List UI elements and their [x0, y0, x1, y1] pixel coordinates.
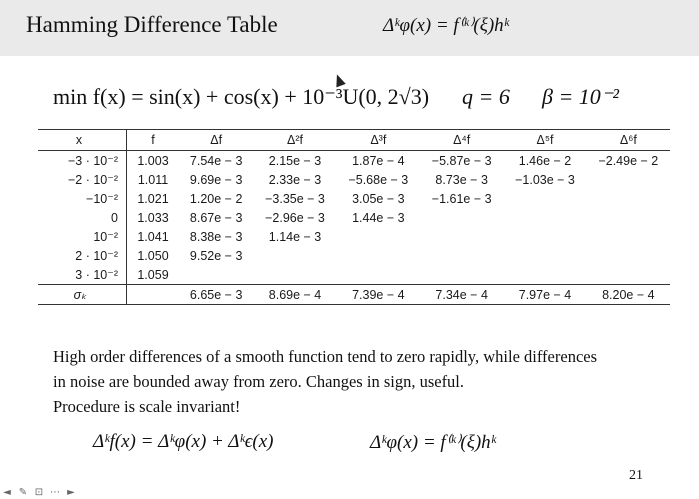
grid-icon[interactable]: ⊡: [34, 487, 44, 498]
menu-icon[interactable]: ⋯: [50, 487, 60, 498]
table-header-row: [38, 130, 670, 151]
cell: −2.49e − 2: [598, 153, 659, 168]
cell: −3.35e − 3: [265, 191, 325, 206]
cell: [587, 170, 670, 189]
cell: 1.059: [137, 267, 169, 282]
cell: 7.54e − 3: [189, 153, 243, 168]
cell: −2.96e − 3: [265, 210, 325, 225]
cell: −5.87e − 3: [431, 153, 492, 168]
cell: 7.34e − 4: [435, 287, 488, 302]
cell: [420, 265, 503, 285]
cell: [503, 208, 586, 227]
page-number: 21: [629, 468, 643, 483]
cell: 10⁻²: [38, 227, 127, 246]
cell: 1.033: [137, 210, 169, 225]
cell: 1.14e − 3: [268, 229, 322, 244]
slide-title: Hamming Difference Table: [26, 12, 278, 37]
cell: 1.003: [137, 153, 169, 168]
cell: [503, 189, 586, 208]
cell: 9.69e − 3: [189, 172, 243, 187]
bottom-left-formula: Δᵏf(x) = Δᵏφ(x) + Δᵏϵ(x): [93, 431, 274, 452]
cell: 2.33e − 3: [268, 172, 322, 187]
cell: [587, 208, 670, 227]
difference-table: [38, 129, 670, 305]
previous-icon[interactable]: ◄: [3, 487, 11, 498]
header-d4: Δ⁴f: [453, 133, 471, 147]
cell: [337, 246, 420, 265]
cell: [587, 227, 670, 246]
cell: 7.97e − 4: [518, 287, 572, 302]
cell: [337, 227, 420, 246]
text-line: Procedure is scale invariant!: [53, 397, 241, 416]
cell: 3 · 10⁻²: [38, 265, 127, 285]
cell: 8.69e − 4: [268, 287, 322, 302]
cell: 6.65e − 3: [189, 287, 243, 302]
text-line: High order differences of a smooth function tend to zero rapidly, while differences: [53, 347, 598, 366]
cell: 1.050: [137, 248, 169, 263]
bottom-right-formula: Δᵏφ(x) = f⁽ᵏ⁾(ξ)hᵏ: [370, 432, 497, 453]
cell: −5.68e − 3: [348, 172, 409, 187]
cell: 2 · 10⁻²: [38, 246, 127, 265]
cell: [587, 265, 670, 285]
problem-line: [53, 84, 620, 110]
cell: 1.46e − 2: [518, 153, 572, 168]
cell: 1.021: [137, 191, 169, 206]
cell: [503, 265, 586, 285]
header-f: f: [151, 133, 155, 147]
beta-value: β = 10⁻²: [542, 84, 620, 109]
next-icon[interactable]: ►: [67, 487, 75, 498]
cell: [253, 246, 336, 265]
cell: [503, 227, 586, 246]
cell: 0: [38, 208, 127, 227]
cell: [503, 246, 586, 265]
text-line: in noise are bounded away from zero. Changes in sign, useful.: [53, 372, 465, 391]
table-row: [38, 170, 670, 189]
header-x: x: [38, 130, 127, 151]
cell: 8.67e − 3: [189, 210, 243, 225]
header-d6: Δ⁶f: [619, 133, 637, 147]
header-formula: Δᵏφ(x) = f⁽ᵏ⁾(ξ)hᵏ: [383, 15, 510, 36]
cell: 1.20e − 2: [189, 191, 243, 206]
header-d3: Δ³f: [370, 133, 387, 147]
sigma-label: σₖ: [38, 285, 127, 305]
cell: 8.73e − 3: [435, 172, 488, 187]
cell: [587, 246, 670, 265]
sigma-row: [38, 285, 670, 305]
table-row: [38, 189, 670, 208]
cell: −10⁻²: [38, 189, 127, 208]
slide-toolbar: [0, 486, 78, 499]
cell: 1.44e − 3: [352, 210, 405, 225]
table-row: [38, 265, 670, 285]
cell: 8.20e − 4: [602, 287, 655, 302]
cell: 8.38e − 3: [189, 229, 243, 244]
table-row: [38, 208, 670, 227]
cell: 1.011: [137, 172, 169, 187]
table-row: [38, 227, 670, 246]
table-row: [38, 246, 670, 265]
cell: [420, 246, 503, 265]
cell: [127, 285, 180, 305]
slide-header: [0, 0, 699, 56]
cell: [420, 208, 503, 227]
header-d2: Δ²f: [287, 133, 303, 147]
cell: 9.52e − 3: [189, 248, 243, 263]
cell: −2 · 10⁻²: [38, 170, 127, 189]
table-row: [38, 151, 670, 171]
header-d5: Δ⁵f: [536, 133, 554, 147]
cell: −1.61e − 3: [431, 191, 492, 206]
explanation-text: [53, 344, 673, 419]
cell: −1.03e − 3: [515, 172, 575, 187]
cell: [337, 265, 420, 285]
q-value: q = 6: [462, 84, 510, 109]
cell: −3 · 10⁻²: [38, 151, 127, 171]
minimize-formula: min f(x) = sin(x) + cos(x) + 10⁻³U(0, 2√3): [53, 84, 430, 109]
cell: [179, 265, 253, 285]
cell: [420, 227, 503, 246]
header-d1: Δf: [210, 133, 223, 147]
cell: 3.05e − 3: [352, 191, 405, 206]
cell: [587, 189, 670, 208]
cell: 1.87e − 4: [352, 153, 405, 168]
cell: 7.39e − 4: [352, 287, 405, 302]
pen-icon[interactable]: ✎: [18, 487, 28, 498]
cell: [253, 265, 336, 285]
cell: 1.041: [137, 229, 169, 244]
cell: 2.15e − 3: [268, 153, 322, 168]
